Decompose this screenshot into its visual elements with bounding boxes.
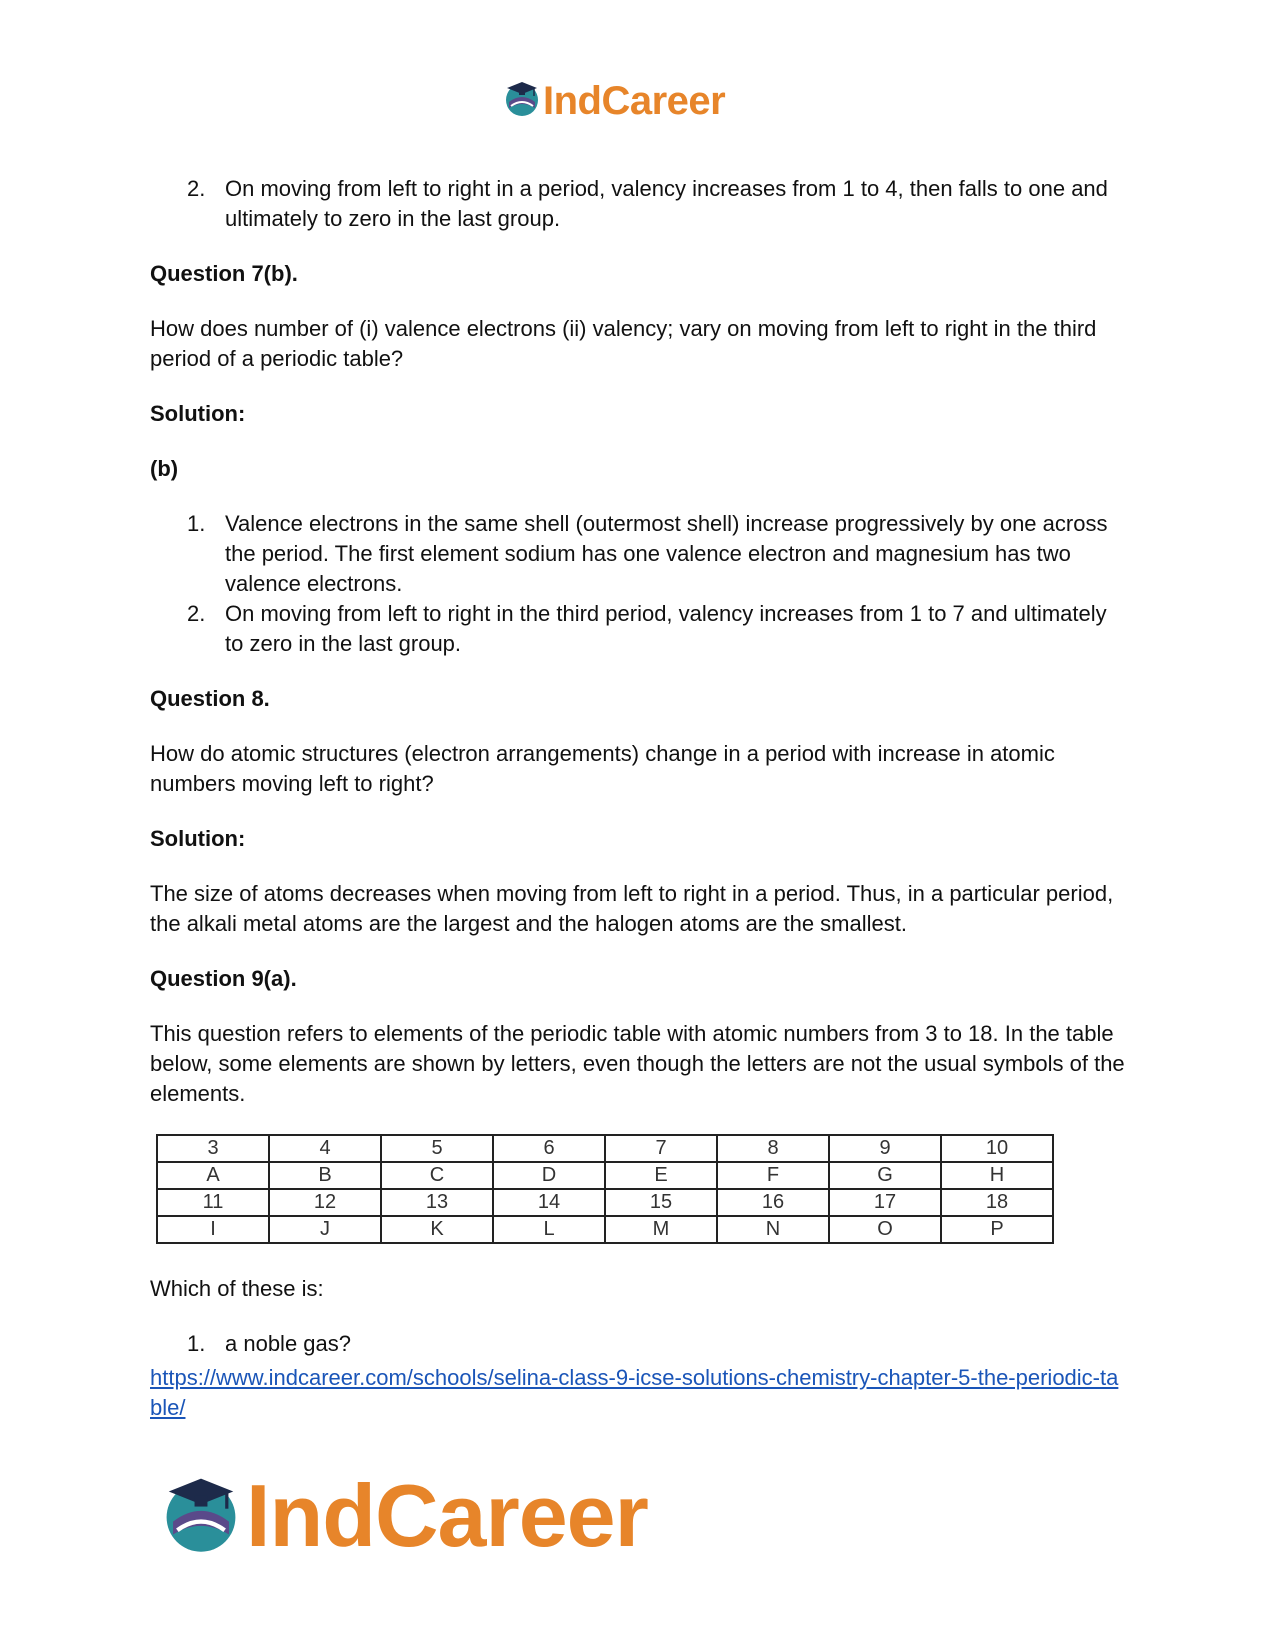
table-cell: C (381, 1162, 493, 1189)
list-item-text: On moving from left to right in the third period, valency increases from 1 to 7 and ultimately to zero in the last group. (225, 601, 1107, 656)
table-row (157, 1135, 1053, 1162)
question-9a-heading: Question 9(a). (150, 966, 297, 991)
table-cell: 16 (717, 1189, 829, 1216)
list-item-number: 2. (187, 601, 206, 626)
table-cell: L (493, 1216, 605, 1243)
solution-label: Solution: (150, 826, 246, 851)
part-label: (b) (150, 456, 179, 481)
graduation-globe-icon (160, 1470, 242, 1561)
header-logo (503, 78, 725, 123)
question-8-text: How do atomic structures (electron arrangements) change in a period with increase in atomic numbers moving left to right? (150, 741, 1055, 796)
table-cell: 10 (941, 1135, 1053, 1162)
table-cell: E (605, 1162, 717, 1189)
list-item (150, 1329, 1130, 1359)
table-cell: F (717, 1162, 829, 1189)
table-cell: 11 (157, 1189, 269, 1216)
table-cell: B (269, 1162, 381, 1189)
table-cell: J (269, 1216, 381, 1243)
element-letter-table (156, 1134, 1054, 1244)
list-item-number: 1. (187, 511, 206, 536)
list-item-text: Valence electrons in the same shell (outermost shell) increase progressively by one across the period. The first element sodium has one valence electron and magnesium has two valence electrons. (225, 511, 1108, 596)
table-cell: 3 (157, 1135, 269, 1162)
question-8-answer: The size of atoms decreases when moving from left to right in a period. Thus, in a particular period, the alkali metal atoms are the largest and the halogen atoms are the smallest. (150, 881, 1114, 936)
list-item-number: 2. (187, 176, 206, 201)
table-cell: 7 (605, 1135, 717, 1162)
table-cell: 13 (381, 1189, 493, 1216)
source-url-link[interactable]: https://www.indcareer.com/schools/selina-class-9-icse-solutions-chemistry-chapter-5-the-periodic-table/ (150, 1365, 1119, 1420)
question-9a-text: This question refers to elements of the periodic table with atomic numbers from 3 to 18. In the table below, some elements are shown by letters, even though the letters are not the usual symbols of the elements. (150, 1021, 1125, 1106)
question-7b-text: How does number of (i) valence electrons (ii) valency; vary on moving from left to right in the third period of a periodic table? (150, 316, 1097, 371)
table-cell: 9 (829, 1135, 941, 1162)
table-cell: 12 (269, 1189, 381, 1216)
table-cell: A (157, 1162, 269, 1189)
table-cell: P (941, 1216, 1053, 1243)
brand-name: IndCareer (543, 78, 726, 123)
document-body (150, 174, 1130, 1423)
table-cell: 17 (829, 1189, 941, 1216)
graduation-globe-icon (503, 78, 541, 123)
table-cell: M (605, 1216, 717, 1243)
table-cell: G (829, 1162, 941, 1189)
question-9a-prompt: Which of these is: (150, 1276, 324, 1301)
question-9a-list (150, 1329, 1130, 1359)
table-cell: 4 (269, 1135, 381, 1162)
table-cell: K (381, 1216, 493, 1243)
list-item-text: a noble gas? (225, 1331, 351, 1356)
list-item (150, 599, 1130, 659)
continued-answer-list (150, 174, 1130, 234)
question-7b-heading: Question 7(b). (150, 261, 298, 286)
list-item-number: 1. (187, 1331, 206, 1356)
table-cell: 8 (717, 1135, 829, 1162)
table-cell: 14 (493, 1189, 605, 1216)
table-cell: N (717, 1216, 829, 1243)
table-cell: D (493, 1162, 605, 1189)
table-row (157, 1216, 1053, 1243)
question-7b-answer-list (150, 509, 1130, 659)
table-cell: 15 (605, 1189, 717, 1216)
list-item (150, 174, 1130, 234)
table-cell: 18 (941, 1189, 1053, 1216)
table-row (157, 1189, 1053, 1216)
table-cell: O (829, 1216, 941, 1243)
table-cell: I (157, 1216, 269, 1243)
table-cell: 6 (493, 1135, 605, 1162)
table-row (157, 1162, 1053, 1189)
question-8-heading: Question 8. (150, 686, 270, 711)
list-item-text: On moving from left to right in a period, valency increases from 1 to 4, then falls to one and ultimately to zero in the last group. (225, 176, 1108, 231)
table-cell: H (941, 1162, 1053, 1189)
brand-name: IndCareer (246, 1465, 648, 1565)
table-cell: 5 (381, 1135, 493, 1162)
list-item (150, 509, 1130, 599)
solution-label: Solution: (150, 401, 246, 426)
footer-logo (160, 1465, 648, 1565)
